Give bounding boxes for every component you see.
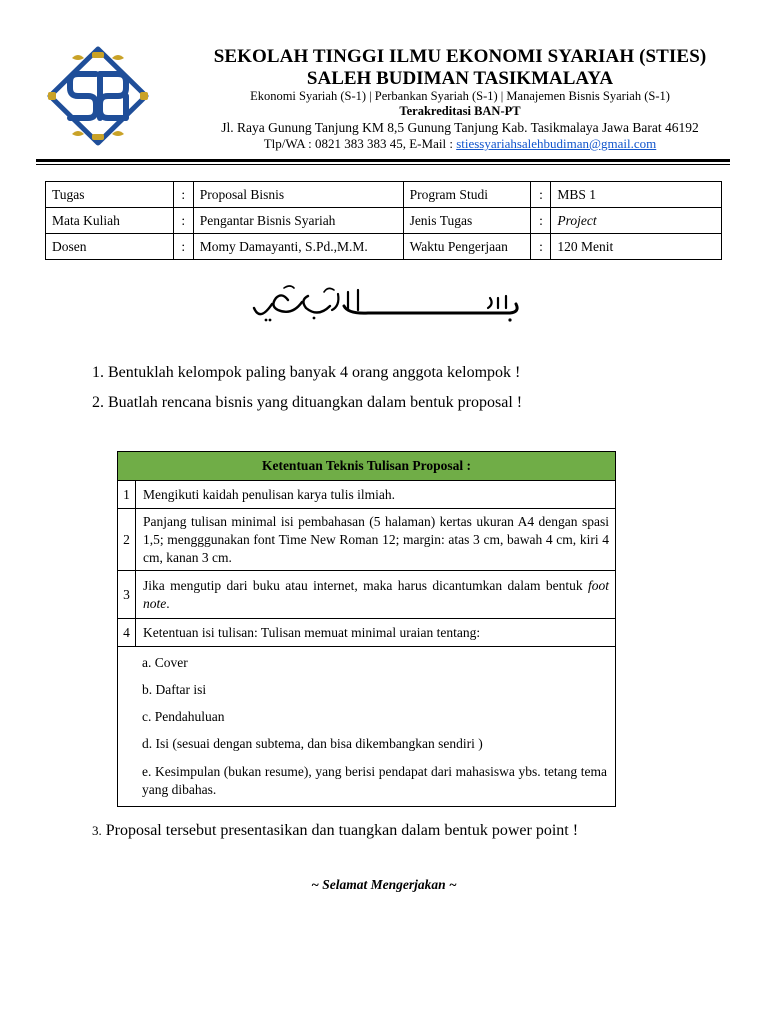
accreditation: Terakreditasi BAN-PT — [399, 104, 521, 118]
info-value: Momy Damayanti, S.Pd.,M.M. — [193, 234, 403, 260]
instruction-text: Proposal tersebut presentasikan dan tuangkan dalam bentuk power point ! — [101, 822, 579, 839]
rule-number: 2 — [118, 509, 136, 571]
info-label: Jenis Tugas — [403, 208, 531, 234]
rule-number: 3 — [118, 571, 136, 619]
info-separator: : — [173, 208, 193, 234]
table-row — [118, 571, 616, 619]
table-row — [46, 182, 722, 208]
info-label: Dosen — [46, 234, 174, 260]
closing-note: ~ Selamat Mengerjakan ~ — [311, 877, 457, 892]
info-separator: : — [173, 234, 193, 260]
info-separator: : — [531, 234, 551, 260]
info-value: Pengantar Bisnis Syariah — [193, 208, 403, 234]
info-separator: : — [531, 182, 551, 208]
table-row — [118, 481, 616, 509]
address: Jl. Raya Gunung Tanjung KM 8,5 Gunung Tanjung Kab. Tasikmalaya Jawa Barat 46192 — [221, 120, 699, 135]
study-programs: Ekonomi Syariah (S-1) | Perbankan Syariah (S-1) | Manajemen Bisnis Syariah (S-1) — [250, 89, 670, 103]
header-rule-thin — [36, 164, 730, 165]
rule-text-main: Jika mengutip dari buku atau internet, maka harus dicantumkan dalam bentuk — [143, 577, 588, 593]
college-name-line1: SEKOLAH TINGGI ILMU EKONOMI SYARIAH (STIES) — [213, 46, 707, 67]
contact-prefix: Tlp/WA : 0821 383 383 45, E-Mail : — [263, 136, 457, 151]
bismillah-calligraphy — [248, 282, 528, 328]
info-separator: : — [173, 182, 193, 208]
list-item: e. Kesimpulan (bukan resume), yang berisi pendapat dari mahasiswa ybs. tetang tema yang dibahas. — [142, 763, 607, 797]
table-row — [46, 208, 722, 234]
rule-text — [136, 571, 616, 619]
rule-text-italic: foot note — [143, 577, 609, 611]
info-value: MBS 1 — [551, 182, 722, 208]
table-header-row — [118, 452, 616, 481]
rule-number: 1 — [118, 481, 136, 509]
table-row — [46, 234, 722, 260]
list-item: c. Pendahuluan — [142, 708, 225, 724]
rule-text: Mengikuti kaidah penulisan karya tulis ilmiah. — [136, 481, 616, 509]
info-label: Program Studi — [403, 182, 531, 208]
info-separator: : — [531, 208, 551, 234]
instruction-item-1: 1. Bentuklah kelompok paling banyak 4 orang anggota kelompok ! — [92, 364, 521, 381]
instruction-number: 3. — [92, 823, 102, 838]
list-item: a. Cover — [142, 654, 188, 670]
info-label: Tugas — [46, 182, 174, 208]
info-value: 120 Menit — [551, 234, 722, 260]
info-label: Mata Kuliah — [46, 208, 174, 234]
rule-number: 4 — [118, 619, 136, 647]
info-label: Waktu Pengerjaan — [403, 234, 531, 260]
contact-line — [160, 136, 760, 152]
rules-table-title: Ketentuan Teknis Tulisan Proposal : — [118, 452, 616, 481]
table-row — [118, 509, 616, 571]
info-value: Project — [551, 208, 722, 234]
rule-text-end: . — [166, 595, 170, 611]
content-subitems — [118, 647, 616, 807]
instruction-item-2: 2. Buatlah rencana bisnis yang dituangkan dalam bentuk proposal ! — [92, 394, 523, 411]
assignment-info-table — [45, 181, 722, 260]
table-row — [118, 647, 616, 807]
info-value: Proposal Bisnis — [193, 182, 403, 208]
rule-text: Ketentuan isi tulisan: Tulisan memuat minimal uraian tentang: — [136, 619, 616, 647]
header-rule-thick — [36, 159, 730, 162]
list-item: d. Isi (sesuai dengan subtema, dan bisa dikembangkan sendiri ) — [142, 735, 483, 751]
college-logo — [42, 46, 154, 146]
instruction-item-3 — [92, 822, 578, 840]
proposal-rules-table — [117, 451, 616, 807]
table-row — [118, 619, 616, 647]
college-name-line2: SALEH BUDIMAN TASIKMALAYA — [306, 68, 614, 89]
rule-text: Panjang tulisan minimal isi pembahasan (5 halaman) kertas ukuran A4 dengan spasi 1,5; mengggunakan font Time New Roman 12; margin: atas 3 cm, bawah 4 cm, kiri 4 cm, kanan 3 cm. — [136, 509, 616, 571]
list-item: b. Daftar isi — [142, 681, 207, 697]
email-link[interactable]: stiessyariahsalehbudiman@gmail.com — [456, 136, 657, 151]
